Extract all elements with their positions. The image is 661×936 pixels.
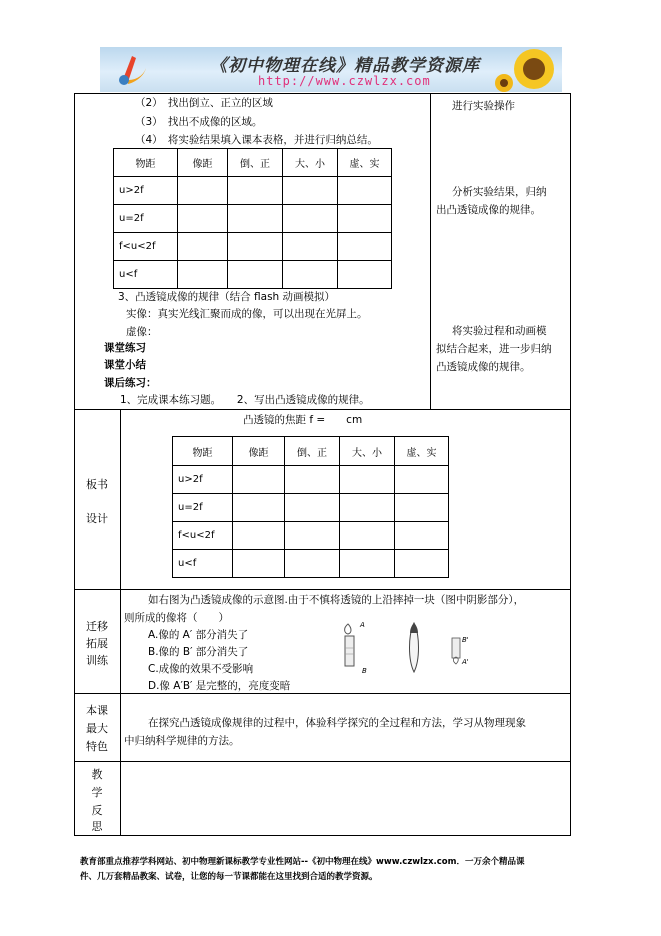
- footer-line-2: 件、几万套精品教案、试卷，让您的每一节课都能在这里找到合适的教学资源。: [80, 872, 378, 882]
- note-experiment: 进行实验操作: [452, 100, 515, 112]
- board-table: [172, 436, 449, 578]
- note-combine-2: 拟结合起来，进一步归纳: [436, 343, 552, 355]
- results-table: [113, 148, 392, 289]
- label-b-prime: B': [462, 636, 469, 644]
- header-object-distance: 物距: [173, 437, 233, 466]
- board-label-2: 设计: [86, 512, 108, 525]
- transfer-question-1: 如右图为凸透镜成像的示意图.由于不慎将透镜的上沿摔掉一块（图中阴影部分），: [148, 594, 525, 606]
- row-label: f<u<2f: [114, 233, 178, 261]
- header-real-virtual: 虚、实: [338, 149, 392, 177]
- label-b: B: [362, 667, 367, 675]
- header-size: 大、小: [283, 149, 338, 177]
- feature-text-1: 在探究凸透镜成像规律的过程中，体验科学探究的全过程和方法，学习从物理现象: [148, 717, 526, 729]
- feature-label-3: 特色: [86, 740, 108, 753]
- sunflower-icon: [492, 47, 562, 92]
- row-label: u=2f: [173, 494, 233, 522]
- transfer-label-3: 训练: [86, 654, 108, 667]
- class-practice: 课堂练习: [104, 342, 146, 354]
- virtual-image-def: 虚像：: [126, 326, 158, 338]
- header-orientation: 倒、正: [228, 149, 283, 177]
- reflect-label-4: 思: [91, 820, 103, 833]
- option-a: A.像的 A′ 部分消失了: [148, 629, 249, 641]
- header-image-distance: 像距: [233, 437, 285, 466]
- lens-diagram: [336, 620, 476, 678]
- option-c: C.成像的效果不受影响: [148, 663, 254, 675]
- reflect-label-1: 教: [91, 768, 103, 781]
- row-label: f<u<2f: [173, 522, 233, 550]
- header-size: 大、小: [340, 437, 395, 466]
- homework-heading: 课后练习：: [104, 377, 157, 389]
- transfer-label-1: 迁移: [86, 620, 108, 633]
- note-analyze-2: 出凸透镜成像的规律。: [436, 204, 541, 216]
- header-object-distance: 物距: [114, 149, 178, 177]
- class-summary: 课堂小结: [104, 359, 146, 371]
- inverted-image-icon: [452, 638, 460, 664]
- row-label: u>2f: [173, 466, 233, 494]
- banner-url[interactable]: http://www.czwlzx.com: [258, 74, 431, 88]
- header-image-distance: 像距: [178, 149, 228, 177]
- footer-line-1: 教育部重点推荐学科网站、初中物理新课标教学专业性网站--《初中物理在线》www.czwlzx.com．一万余个精品课: [80, 857, 525, 867]
- step-3: （3） 找出不成像的区域。: [135, 116, 263, 128]
- candle-icon: [345, 624, 354, 666]
- row-label: u>2f: [114, 177, 178, 205]
- header-orientation: 倒、正: [285, 437, 340, 466]
- label-a-prime: A': [462, 658, 469, 666]
- convex-lens-icon: [410, 623, 419, 672]
- focal-length: 凸透镜的焦距 f = cm: [243, 414, 363, 426]
- board-label-1: 板书: [86, 478, 108, 491]
- row-label: u=2f: [114, 205, 178, 233]
- step-4: （4） 将实验结果填入课本表格，并进行归纳总结。: [135, 134, 378, 146]
- feature-label-2: 最大: [86, 722, 108, 735]
- transfer-question-2: 则所成的像将（ ）: [124, 612, 229, 624]
- note-analyze-1: 分析实验结果，归纳: [452, 186, 547, 198]
- transfer-label-2: 拓展: [86, 637, 108, 650]
- note-combine-1: 将实验过程和动画模: [452, 325, 547, 337]
- option-d: D.像 A′B′ 是完整的，亮度变暗: [148, 680, 291, 692]
- rule-heading: 3、凸透镜成像的规律（结合 flash 动画模拟）: [118, 291, 336, 303]
- row-label: u<f: [114, 261, 178, 289]
- reflect-label-2: 学: [91, 786, 103, 799]
- row-label: u<f: [173, 550, 233, 578]
- site-banner: [100, 47, 562, 92]
- step-2: （2） 找出倒立、正立的区域: [135, 97, 273, 109]
- real-image-def: 实像：真实光线汇聚而成的像，可以出现在光屏上。: [126, 308, 368, 320]
- option-b: B.像的 B′ 部分消失了: [148, 646, 249, 658]
- page-footer: [80, 855, 600, 885]
- feature-label-1: 本课: [86, 704, 108, 717]
- reflect-label-3: 反: [91, 804, 103, 817]
- logo-icon: [114, 52, 150, 88]
- feature-text-2: 中归纳科学规律的方法。: [124, 735, 240, 747]
- header-real-virtual: 虚、实: [395, 437, 449, 466]
- note-combine-3: 凸透镜成像的规律。: [436, 361, 531, 373]
- label-a: A: [360, 621, 365, 629]
- homework-items: 1、完成课本练习题。 2、写出凸透镜成像的规律。: [120, 394, 370, 406]
- banner-title: 《初中物理在线》精品教学资源库: [210, 56, 480, 76]
